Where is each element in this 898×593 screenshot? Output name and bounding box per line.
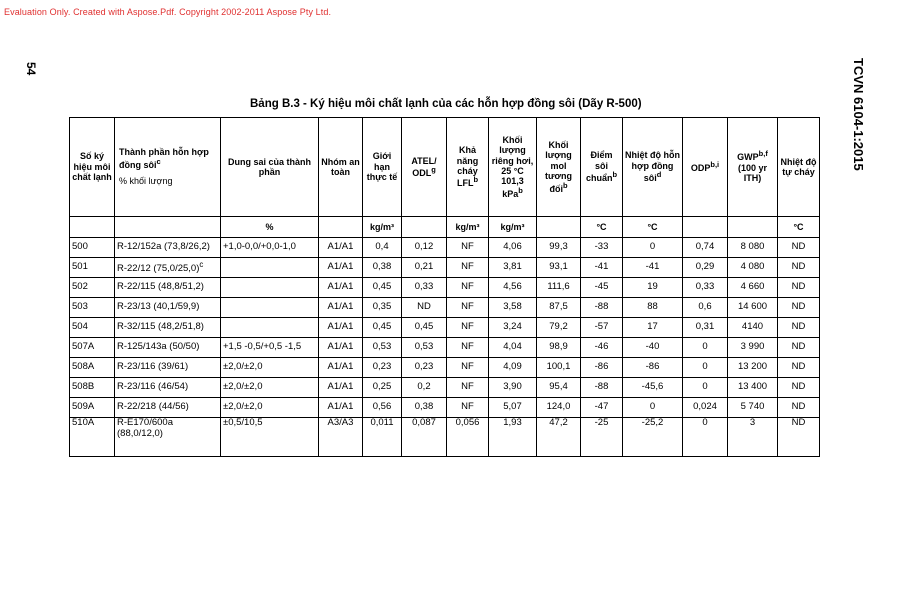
cell-composition: R-23/13 (40,1/59,9) bbox=[115, 298, 221, 318]
cell-odp: 0 bbox=[683, 358, 728, 378]
cell-plimit: 0,53 bbox=[363, 338, 402, 358]
cell-density: 3,90 bbox=[489, 378, 537, 398]
cell-id: 502 bbox=[70, 278, 115, 298]
cell-plimit: 0,38 bbox=[363, 258, 402, 278]
header-vapor-density: Khối lượng riêng hơi, 25 °C 101,3 kPa$^b$ bbox=[489, 118, 537, 217]
unit-vapor-density: kg/m³ bbox=[489, 217, 537, 238]
unit-cell bbox=[728, 217, 778, 238]
cell-atel: 0,12 bbox=[402, 238, 447, 258]
cell-tolerance: +1,5 -0,5/+0,5 -1,5 bbox=[221, 338, 319, 358]
cell-id: 507A bbox=[70, 338, 115, 358]
cell-lfl: NF bbox=[447, 278, 489, 298]
cell-molar: 93,1 bbox=[537, 258, 581, 278]
cell-azeo: 88 bbox=[623, 298, 683, 318]
table-row bbox=[70, 358, 820, 378]
cell-composition: R-22/115 (48,8/51,2) bbox=[115, 278, 221, 298]
cell-id: 508A bbox=[70, 358, 115, 378]
header-lfl: Khả năng cháy LFL$^b$ bbox=[447, 118, 489, 217]
cell-tolerance: +1,0-0,0/+0,0-1,0 bbox=[221, 238, 319, 258]
table-title: Bảng B.3 - Ký hiệu môi chất lạnh của các hỗn hợp đồng sôi (Dãy R-500) bbox=[250, 98, 642, 110]
cell-density: 3,81 bbox=[489, 258, 537, 278]
cell-plimit: 0,23 bbox=[363, 358, 402, 378]
cell-composition: R-22/12 $(75,0/25,0)^c$ bbox=[115, 258, 221, 278]
cell-azeo: 0 bbox=[623, 398, 683, 418]
cell-auto: ND bbox=[778, 318, 820, 338]
cell-atel: 0,2 bbox=[402, 378, 447, 398]
cell-auto: ND bbox=[778, 278, 820, 298]
cell-density: 4,04 bbox=[489, 338, 537, 358]
cell-gwp: 4 080 bbox=[728, 258, 778, 278]
cell-gwp: 4140 bbox=[728, 318, 778, 338]
cell-composition: R-125/143a (50/50) bbox=[115, 338, 221, 358]
cell-auto: ND bbox=[778, 258, 820, 278]
cell-composition: R-23/116 (46/54) bbox=[115, 378, 221, 398]
cell-boiling: -88 bbox=[581, 298, 623, 318]
unit-boiling-point: °C bbox=[581, 217, 623, 238]
cell-composition: R-22/218 (44/56) bbox=[115, 398, 221, 418]
header-boiling-point: Điểm sôi chuẩn$^b$ bbox=[581, 118, 623, 217]
cell-gwp: 13 200 bbox=[728, 358, 778, 378]
cell-lfl: NF bbox=[447, 318, 489, 338]
cell-azeo: 17 bbox=[623, 318, 683, 338]
cell-safety: A1/A1 bbox=[319, 378, 363, 398]
cell-auto: ND bbox=[778, 338, 820, 358]
header-gwp: GWP$^{b,f}$ (100 yr ITH) bbox=[728, 118, 778, 217]
cell-auto: ND bbox=[778, 418, 820, 457]
cell-plimit: 0,25 bbox=[363, 378, 402, 398]
cell-molar: 100,1 bbox=[537, 358, 581, 378]
unit-cell bbox=[537, 217, 581, 238]
table-row bbox=[70, 238, 820, 258]
cell-density: 4,06 bbox=[489, 238, 537, 258]
cell-boiling: -46 bbox=[581, 338, 623, 358]
header-autoignition: Nhiệt độ tự cháy bbox=[778, 118, 820, 217]
cell-composition: R-32/115 (48,2/51,8) bbox=[115, 318, 221, 338]
header-odp: ODP$^{b,i}$ bbox=[683, 118, 728, 217]
cell-plimit: 0,011 bbox=[363, 418, 402, 457]
cell-atel: 0,53 bbox=[402, 338, 447, 358]
cell-atel: 0,45 bbox=[402, 318, 447, 338]
cell-odp: 0,33 bbox=[683, 278, 728, 298]
cell-safety: A1/A1 bbox=[319, 358, 363, 378]
cell-azeo: -41 bbox=[623, 258, 683, 278]
table-row bbox=[70, 418, 820, 457]
table-row bbox=[70, 318, 820, 338]
cell-safety: A1/A1 bbox=[319, 318, 363, 338]
header-composition-unit: % khối lượng bbox=[119, 176, 173, 187]
cell-composition: R-23/116 (39/61) bbox=[115, 358, 221, 378]
unit-autoignition: °C bbox=[778, 217, 820, 238]
unit-tolerance: % bbox=[221, 217, 319, 238]
cell-gwp: 14 600 bbox=[728, 298, 778, 318]
cell-atel: 0,38 bbox=[402, 398, 447, 418]
cell-auto: ND bbox=[778, 378, 820, 398]
cell-safety: A1/A1 bbox=[319, 278, 363, 298]
cell-plimit: 0,45 bbox=[363, 278, 402, 298]
cell-boiling: -33 bbox=[581, 238, 623, 258]
cell-lfl: NF bbox=[447, 338, 489, 358]
cell-density: 3,58 bbox=[489, 298, 537, 318]
cell-atel: 0,23 bbox=[402, 358, 447, 378]
cell-auto: ND bbox=[778, 298, 820, 318]
cell-density: 5,07 bbox=[489, 398, 537, 418]
cell-safety: A3/A3 bbox=[319, 418, 363, 457]
cell-odp: 0,31 bbox=[683, 318, 728, 338]
cell-density: 4,56 bbox=[489, 278, 537, 298]
cell-id: 503 bbox=[70, 298, 115, 318]
table-row bbox=[70, 398, 820, 418]
cell-auto: ND bbox=[778, 358, 820, 378]
table-row bbox=[70, 278, 820, 298]
header-id: Số ký hiệu môi chất lạnh bbox=[70, 118, 115, 217]
watermark-text: Evaluation Only. Created with Aspose.Pdf. Copyright 2002-2011 Aspose Pty Ltd. bbox=[4, 7, 332, 17]
cell-safety: A1/A1 bbox=[319, 258, 363, 278]
cell-gwp: 5 740 bbox=[728, 398, 778, 418]
cell-id: 500 bbox=[70, 238, 115, 258]
cell-odp: 0,6 bbox=[683, 298, 728, 318]
cell-auto: ND bbox=[778, 398, 820, 418]
cell-id: 509A bbox=[70, 398, 115, 418]
cell-gwp: 8 080 bbox=[728, 238, 778, 258]
header-azeotrope-temp: Nhiệt độ hỗn hợp đồng sôi$^d$ bbox=[623, 118, 683, 217]
cell-lfl: NF bbox=[447, 398, 489, 418]
cell-odp: 0,024 bbox=[683, 398, 728, 418]
cell-atel: 0,087 bbox=[402, 418, 447, 457]
cell-molar: 99,3 bbox=[537, 238, 581, 258]
cell-gwp: 13 400 bbox=[728, 378, 778, 398]
unit-practical-limit: kg/m³ bbox=[363, 217, 402, 238]
cell-lfl: 0,056 bbox=[447, 418, 489, 457]
cell-safety: A1/A1 bbox=[319, 238, 363, 258]
cell-plimit: 0,45 bbox=[363, 318, 402, 338]
cell-azeo: -40 bbox=[623, 338, 683, 358]
cell-odp: 0 bbox=[683, 338, 728, 358]
cell-gwp: 4 660 bbox=[728, 278, 778, 298]
cell-lfl: NF bbox=[447, 298, 489, 318]
unit-cell bbox=[402, 217, 447, 238]
cell-id: 508B bbox=[70, 378, 115, 398]
units-row bbox=[70, 217, 820, 238]
cell-molar: 98,9 bbox=[537, 338, 581, 358]
cell-gwp: 3 bbox=[728, 418, 778, 457]
cell-id: 510A bbox=[70, 418, 115, 457]
cell-azeo: 0 bbox=[623, 238, 683, 258]
cell-boiling: -45 bbox=[581, 278, 623, 298]
cell-lfl: NF bbox=[447, 378, 489, 398]
cell-molar: 111,6 bbox=[537, 278, 581, 298]
cell-boiling: -86 bbox=[581, 358, 623, 378]
cell-azeo: -25,2 bbox=[623, 418, 683, 457]
cell-tolerance bbox=[221, 278, 319, 298]
header-row bbox=[70, 118, 820, 217]
cell-molar: 79,2 bbox=[537, 318, 581, 338]
cell-lfl: NF bbox=[447, 358, 489, 378]
cell-id: 501 bbox=[70, 258, 115, 278]
table-row bbox=[70, 258, 820, 278]
cell-boiling: -88 bbox=[581, 378, 623, 398]
cell-tolerance bbox=[221, 318, 319, 338]
cell-tolerance bbox=[221, 298, 319, 318]
cell-auto: ND bbox=[778, 238, 820, 258]
cell-tolerance bbox=[221, 258, 319, 278]
cell-molar: 95,4 bbox=[537, 378, 581, 398]
unit-cell bbox=[70, 217, 115, 238]
cell-azeo: -86 bbox=[623, 358, 683, 378]
cell-molar: 124,0 bbox=[537, 398, 581, 418]
table-row bbox=[70, 338, 820, 358]
header-practical-limit: Giới hạn thực tế bbox=[363, 118, 402, 217]
cell-composition: R-12/152a (73,8/26,2) bbox=[115, 238, 221, 258]
cell-odp: 0,29 bbox=[683, 258, 728, 278]
cell-atel: 0,33 bbox=[402, 278, 447, 298]
cell-boiling: -57 bbox=[581, 318, 623, 338]
cell-lfl: NF bbox=[447, 238, 489, 258]
cell-safety: A1/A1 bbox=[319, 298, 363, 318]
unit-lfl: kg/m³ bbox=[447, 217, 489, 238]
cell-gwp: 3 990 bbox=[728, 338, 778, 358]
cell-atel: ND bbox=[402, 298, 447, 318]
cell-atel: 0,21 bbox=[402, 258, 447, 278]
cell-tolerance: ±2,0/±2,0 bbox=[221, 398, 319, 418]
unit-azeotrope-temp: °C bbox=[623, 217, 683, 238]
cell-tolerance: ±0,5/10,5 bbox=[221, 418, 319, 457]
cell-boiling: -41 bbox=[581, 258, 623, 278]
cell-boiling: -47 bbox=[581, 398, 623, 418]
cell-tolerance: ±2,0/±2,0 bbox=[221, 358, 319, 378]
cell-odp: 0 bbox=[683, 378, 728, 398]
standard-code: TCVN 6104-1:2015 bbox=[851, 58, 866, 171]
cell-composition: R-E170/600a (88,0/12,0) bbox=[115, 418, 221, 457]
cell-boiling: -25 bbox=[581, 418, 623, 457]
cell-safety: A1/A1 bbox=[319, 398, 363, 418]
cell-id: 504 bbox=[70, 318, 115, 338]
header-tolerance: Dung sai của thành phần bbox=[221, 118, 319, 217]
table-row bbox=[70, 378, 820, 398]
header-safety-group: Nhóm an toàn bbox=[319, 118, 363, 217]
table-row bbox=[70, 298, 820, 318]
cell-density: 3,24 bbox=[489, 318, 537, 338]
unit-cell bbox=[319, 217, 363, 238]
page-number: 54 bbox=[24, 62, 38, 76]
header-composition: Thành phần hỗn hợp đồng sôi$^c$ % khối lượng bbox=[115, 118, 221, 217]
cell-molar: 87,5 bbox=[537, 298, 581, 318]
refrigerant-table bbox=[69, 117, 820, 457]
cell-odp: 0,74 bbox=[683, 238, 728, 258]
header-molar-mass: Khối lượng mol tương đối$^b$ bbox=[537, 118, 581, 217]
cell-odp: 0 bbox=[683, 418, 728, 457]
cell-lfl: NF bbox=[447, 258, 489, 278]
cell-density: 1,93 bbox=[489, 418, 537, 457]
header-atel: ATEL/ ODL$^g$ bbox=[402, 118, 447, 217]
cell-plimit: 0,4 bbox=[363, 238, 402, 258]
unit-cell bbox=[683, 217, 728, 238]
cell-azeo: 19 bbox=[623, 278, 683, 298]
cell-density: 4,09 bbox=[489, 358, 537, 378]
cell-plimit: 0,35 bbox=[363, 298, 402, 318]
unit-cell bbox=[115, 217, 221, 238]
cell-plimit: 0,56 bbox=[363, 398, 402, 418]
cell-azeo: -45,6 bbox=[623, 378, 683, 398]
cell-molar: 47,2 bbox=[537, 418, 581, 457]
cell-safety: A1/A1 bbox=[319, 338, 363, 358]
cell-tolerance: ±2,0/±2,0 bbox=[221, 378, 319, 398]
